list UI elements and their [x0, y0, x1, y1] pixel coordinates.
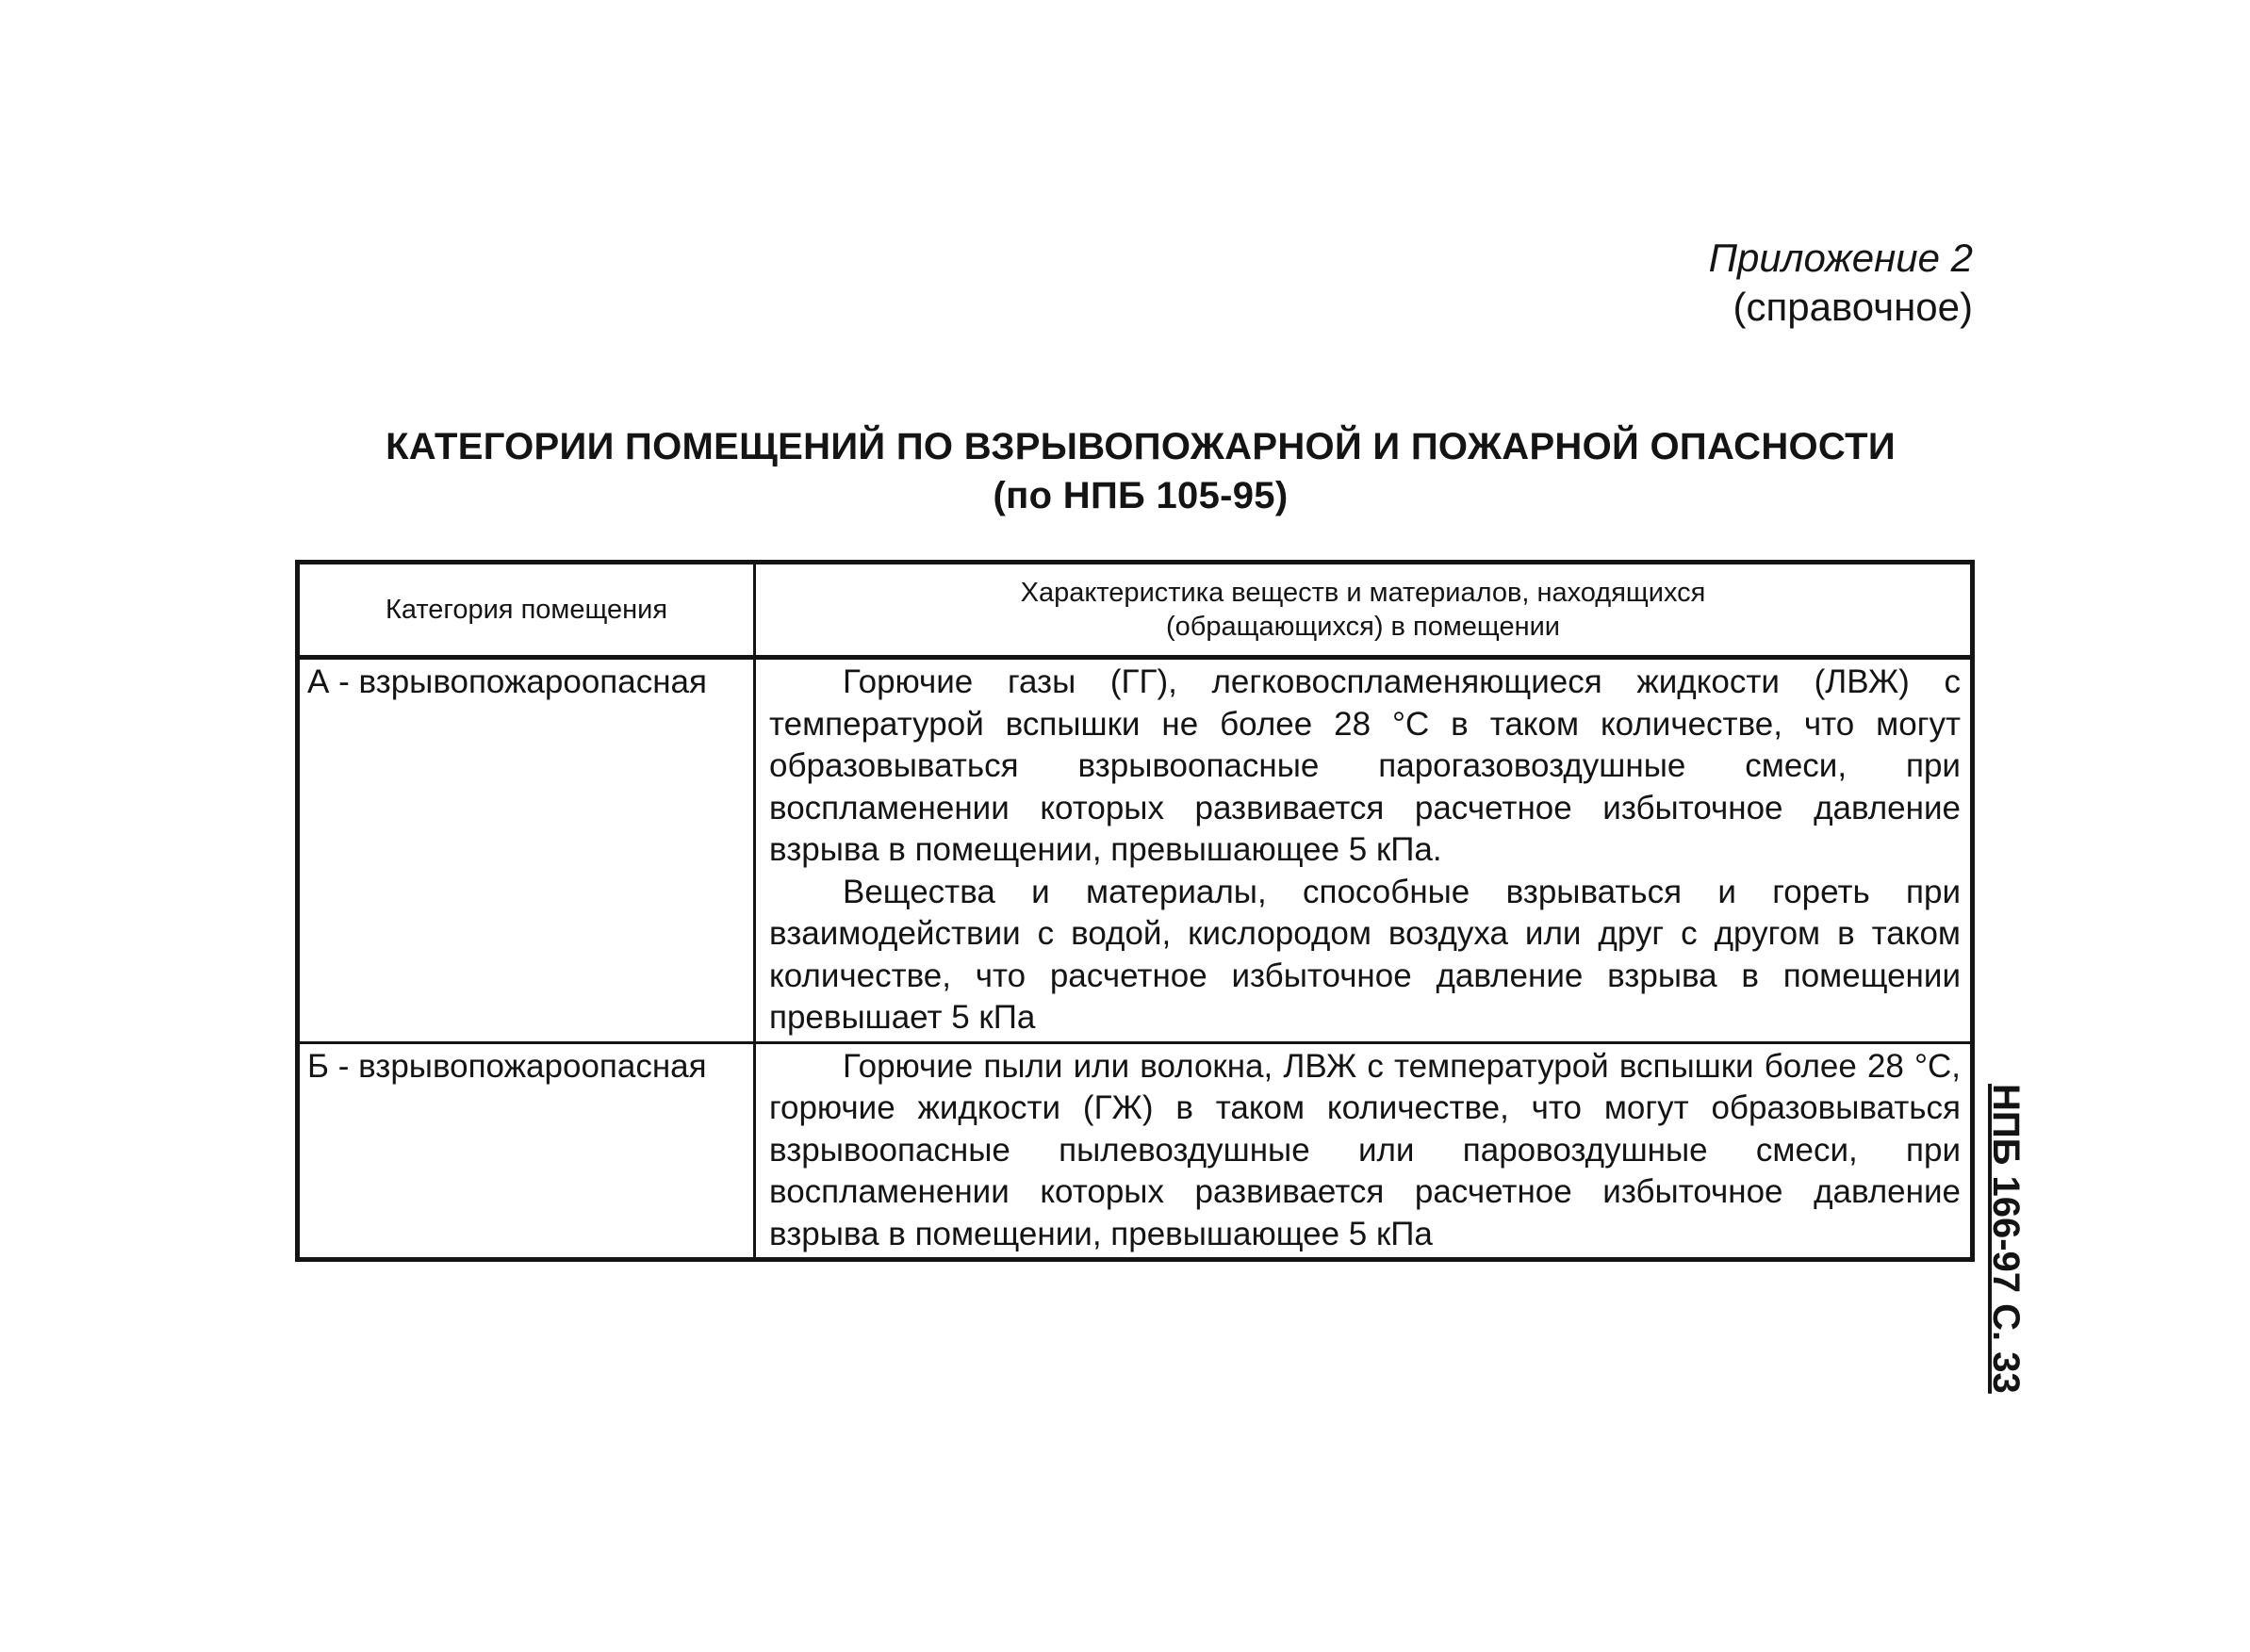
header-description-line-1: Характеристика веществ и материалов, находящихся	[1020, 578, 1706, 608]
appendix-label: Приложение 2	[1708, 236, 1973, 280]
title-line-1: КАТЕГОРИИ ПОМЕЩЕНИЙ ПО ВЗРЫВОПОЖАРНОЙ И ПОЖАРНОЙ ОПАСНОСТИ	[386, 426, 1896, 467]
title-line-2: (по НПБ 105-95)	[993, 475, 1289, 516]
table-header-row	[298, 563, 1973, 658]
appendix-note: (справочное)	[1733, 285, 1973, 329]
row-category: Б - взрывопожароопасная	[298, 1042, 755, 1260]
document-title	[283, 422, 1998, 520]
row-description	[755, 1042, 1973, 1260]
description-paragraph: Горючие газы (ГГ), легковоспламеняющиеся жидкости (ЛВЖ) с температурой вспышки не более 28 °С в таком количестве, что могут образовываться взрывоопасные парогазовоздушные смеси, при воспламенении которых развивается расчетное избыточное давление взрыва в помещении, превышающее 5 кПа.	[769, 663, 1961, 868]
description-paragraph: Горючие пыли или волокна, ЛВЖ с температурой вспышки более 28 °С, горючие жидкости (ГЖ) в таком количестве, что могут образовываться взрывоопасные пылевоздушные или паровоздушные смеси, при воспламенении которых развивается расчетное избыточное давление взрыва в помещении, превышающее 5 кПа	[769, 1047, 1961, 1252]
header-description-line-2: (обращающихся) в помещении	[1166, 612, 1560, 642]
categories-table	[295, 560, 1975, 1262]
row-description	[755, 658, 1973, 1043]
header-category: Категория помещения	[298, 563, 755, 658]
table-row	[298, 1042, 1973, 1260]
page-marker: НПБ 166-97 С. 33	[1985, 1084, 2027, 1394]
table-row	[298, 658, 1973, 1043]
header-description	[755, 563, 1973, 658]
row-category: А - взрывопожароопасная	[298, 658, 755, 1043]
appendix-heading	[1709, 234, 1973, 332]
description-paragraph: Вещества и материалы, способные взрываться и гореть при взаимодействии с водой, кислородом воздуха или друг с другом в таком количестве, что расчетное избыточное давление взрыва в помещении превышает 5 кПа	[769, 873, 1961, 1036]
